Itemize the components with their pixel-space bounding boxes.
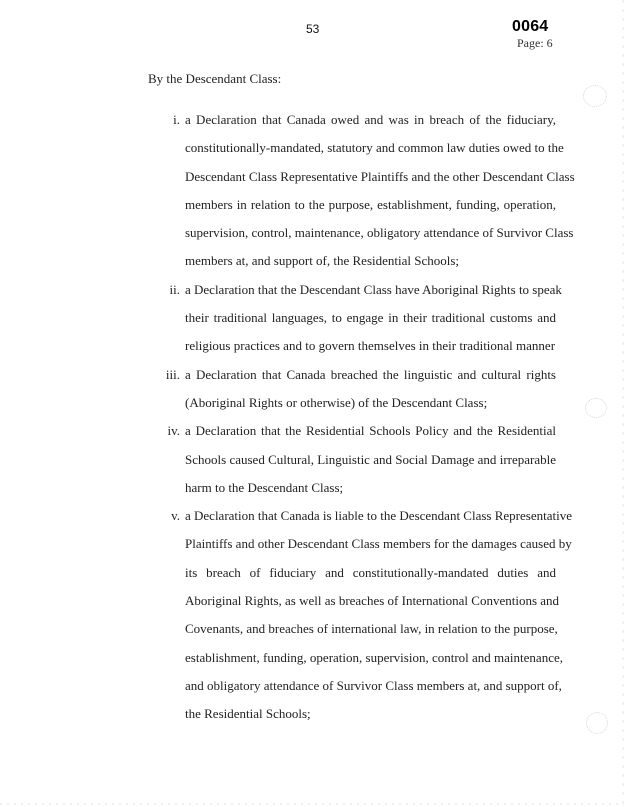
text-line: and obligatory attendance of Survivor Class members at, and support of, xyxy=(185,677,562,693)
list-numeral: ii. xyxy=(169,281,180,297)
text-line: its breach of fiduciary and constitutionally-mandated duties and xyxy=(185,564,556,580)
list-item xyxy=(148,417,556,502)
hole-punch-mark xyxy=(585,398,607,418)
text-line: a Declaration that the Descendant Class have Aboriginal Rights to speak xyxy=(185,281,562,297)
stamp-page-label: Page: 6 xyxy=(517,36,553,50)
text-line: a Declaration that Canada breached the linguistic and cultural rights xyxy=(185,366,556,382)
text-line: their traditional languages, to engage in their traditional customs and xyxy=(185,310,556,326)
list-numeral: iii. xyxy=(165,366,180,382)
list-item-text xyxy=(185,417,556,502)
text-line: establishment, funding, operation, supervision, control and maintenance, xyxy=(185,649,563,665)
text-line: members at, and support of, the Residential Schools; xyxy=(185,253,460,269)
text-line: religious practices and to govern themselves in their traditional manner xyxy=(185,338,556,354)
page-number: 53 xyxy=(306,22,320,36)
text-line: members in relation to the purpose, establishment, funding, operation, xyxy=(185,196,556,212)
list-item-text xyxy=(185,361,556,418)
text-line: Descendant Class Representative Plaintiffs and the other Descendant Class xyxy=(185,168,575,184)
text-line: a Declaration that Canada owed and was in breach of the fiduciary, xyxy=(185,112,556,127)
list-item-text xyxy=(185,502,572,728)
text-line: constitutionally-mandated, statutory and common law duties owed to the xyxy=(185,140,564,156)
list-item-text xyxy=(185,276,562,361)
declarations-list xyxy=(148,106,575,729)
section-intro: By the Descendant Class: xyxy=(148,71,282,86)
text-line: a Declaration that the Residential Schools Policy and the Residential xyxy=(185,423,556,439)
list-numeral: v. xyxy=(171,508,180,524)
hole-punch-mark xyxy=(583,85,607,107)
list-item-text xyxy=(185,106,575,276)
text-line: Plaintiffs and other Descendant Class members for the damages caused by xyxy=(185,536,572,552)
text-line: supervision, control, maintenance, obligatory attendance of Survivor Class xyxy=(185,225,574,241)
list-item xyxy=(148,106,575,276)
stamp-code: 0064 xyxy=(512,18,549,35)
list-numeral: i. xyxy=(173,112,180,127)
text-line: Aboriginal Rights, as well as breaches of International Conventions and xyxy=(185,593,560,609)
list-item xyxy=(148,502,572,728)
scan-edge-bottom xyxy=(0,803,624,805)
document-stamp xyxy=(512,18,553,50)
text-line: (Aboriginal Rights or otherwise) of the Descendant Class; xyxy=(185,394,488,410)
text-line: harm to the Descendant Class; xyxy=(185,479,344,495)
list-item xyxy=(148,361,556,418)
list-numeral: iv. xyxy=(167,423,180,439)
text-line: Covenants, and breaches of international law, in relation to the purpose, xyxy=(185,621,558,637)
hole-punch-mark xyxy=(586,712,608,734)
text-line: a Declaration that Canada is liable to the Descendant Class Representative xyxy=(185,508,572,524)
text-line: the Residential Schools; xyxy=(185,706,311,722)
text-line: Schools caused Cultural, Linguistic and Social Damage and irreparable xyxy=(185,451,556,467)
list-item xyxy=(148,276,562,361)
